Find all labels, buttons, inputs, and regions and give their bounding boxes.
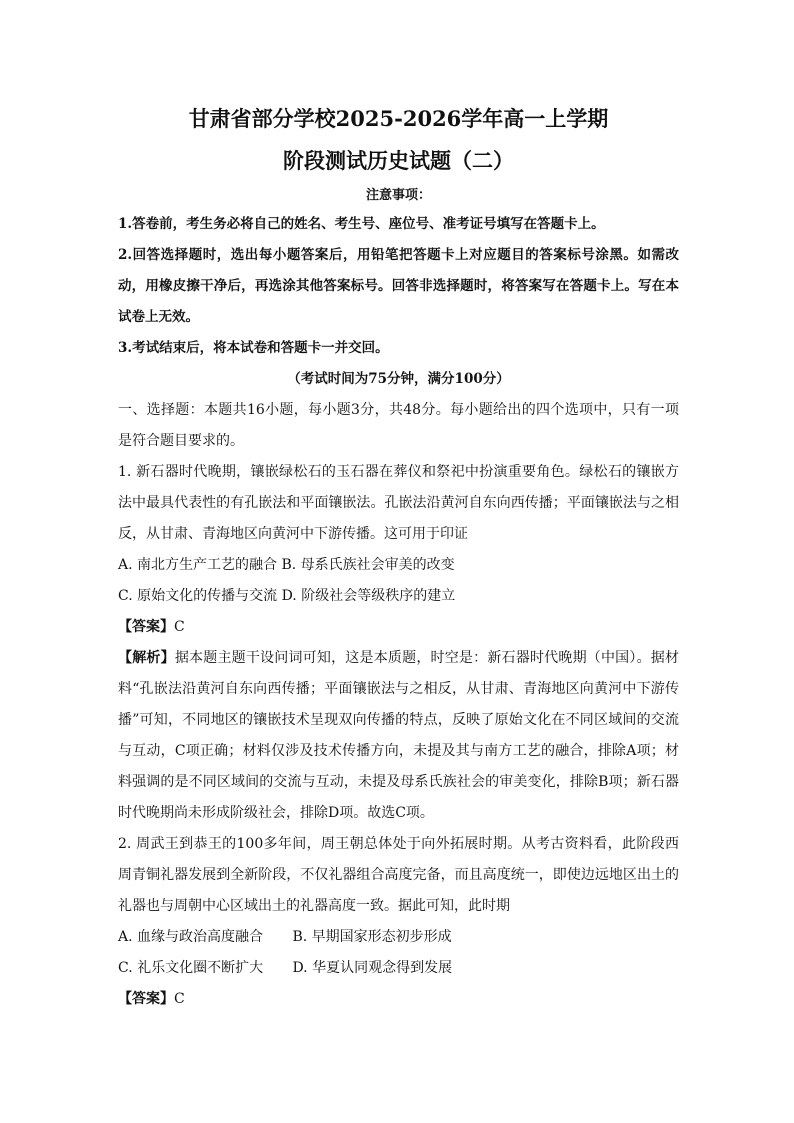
analysis-tag: 【解析】 [118,650,175,666]
answer-tag: 【答案】 [118,991,174,1007]
section-intro: 一、选择题：本题共16小题，每小题3分，共48分。每小题给出的四个选项中，只有一项是符合题目要求的。 [118,402,679,449]
question-2-option-b: B. 早期国家形态初步形成 [292,929,452,945]
document-title-line2: 阶段测试历史试题（二） [283,148,514,173]
answer-tag: 【答案】 [118,619,174,635]
question-2-options-row1 [118,922,679,953]
notes-heading: 注意事项： [365,188,431,203]
question-2-option-c: C. 礼乐文化圈不断扩大 [118,960,264,976]
analysis-text: 据本题主题干设问词可知，这是本质题，时空是：新石器时代晚期（中国）。据材料“孔嵌法沿黄河自东向西传播；平面镶嵌法与之相反，从甘肃、青海地区向黄河中下游传播”可知，不同地区的镶嵌技术呈现双向传播的特点，反映了原始文化在不同区域间的交流与互动，C项正确；材料仅涉及技术传播方向，未提及其与南方工艺的融合，排除A项；材料强调的是不同区域间的交流与互动，未提及母系氏族社会的审美变化，排除B项；新石器时代晚期尚未形成阶级社会，排除D项。故选C项。 [118,650,680,821]
question-1-analysis [118,643,679,829]
note-item-2: 2.回答选择题时，选出每小题答案后，用铅笔把答题卡上对应题目的答案标号涂黑。如需改动，用橡皮擦干净后，再选涂其他答案标号。回答非选择题时，将答案写在答题卡上。写在本试卷上无效。 [118,247,679,325]
question-1-answer [118,612,679,643]
note-item-1: 1.答卷前，考生务必将自己的姓名、考生号、座位号、准考证号填写在答题卡上。 [118,216,605,232]
question-1-option-a: A. 南北方生产工艺的融合 [118,557,278,573]
answer-value: C [174,619,185,635]
question-1-option-b: B. 母系氏族社会审美的改变 [281,557,455,573]
question-2-option-d: D. 华夏认同观念得到发展 [292,960,453,976]
question-1-stem: 1. 新石器时代晚期，镶嵌绿松石的玉石器在葬仪和祭祀中扮演重要角色。绿松石的镶嵌方法中最具代表性的有孔嵌法和平面镶嵌法。孔嵌法沿黄河自东向西传播；平面镶嵌法与之相反，从甘肃、青海地区向黄河中下游传播。这可用于印证 [118,464,679,542]
document-title-line1: 甘肃省部分学校2025-2026学年高一上学期 [188,106,609,131]
question-1-option-d: D. 阶级社会等级秩序的建立 [281,588,456,604]
answer-value: C [174,991,185,1007]
question-1-options-row2 [118,581,679,612]
question-2-option-a: A. 血缘与政治高度融合 [118,929,264,945]
exam-time-info: （考试时间为75分钟，满分100分） [287,371,510,387]
note-item-3: 3.考试结束后，将本试卷和答题卡一并交回。 [118,340,389,356]
question-2-answer [118,984,679,1015]
question-1-options-row1 [118,550,679,581]
question-2-options-row2 [118,953,679,984]
question-2-stem: 2. 周武王到恭王的100多年间，周王朝总体处于向外拓展时期。从考古资料看，此阶段西周青铜礼器发展到全新阶段，不仅礼器组合高度完备，而且高度统一，即使边远地区出土的礼器也与周朝中心区域出土的礼器高度一致。据此可知，此时期 [118,836,679,914]
question-1-option-c: C. 原始文化的传播与交流 [118,588,278,604]
